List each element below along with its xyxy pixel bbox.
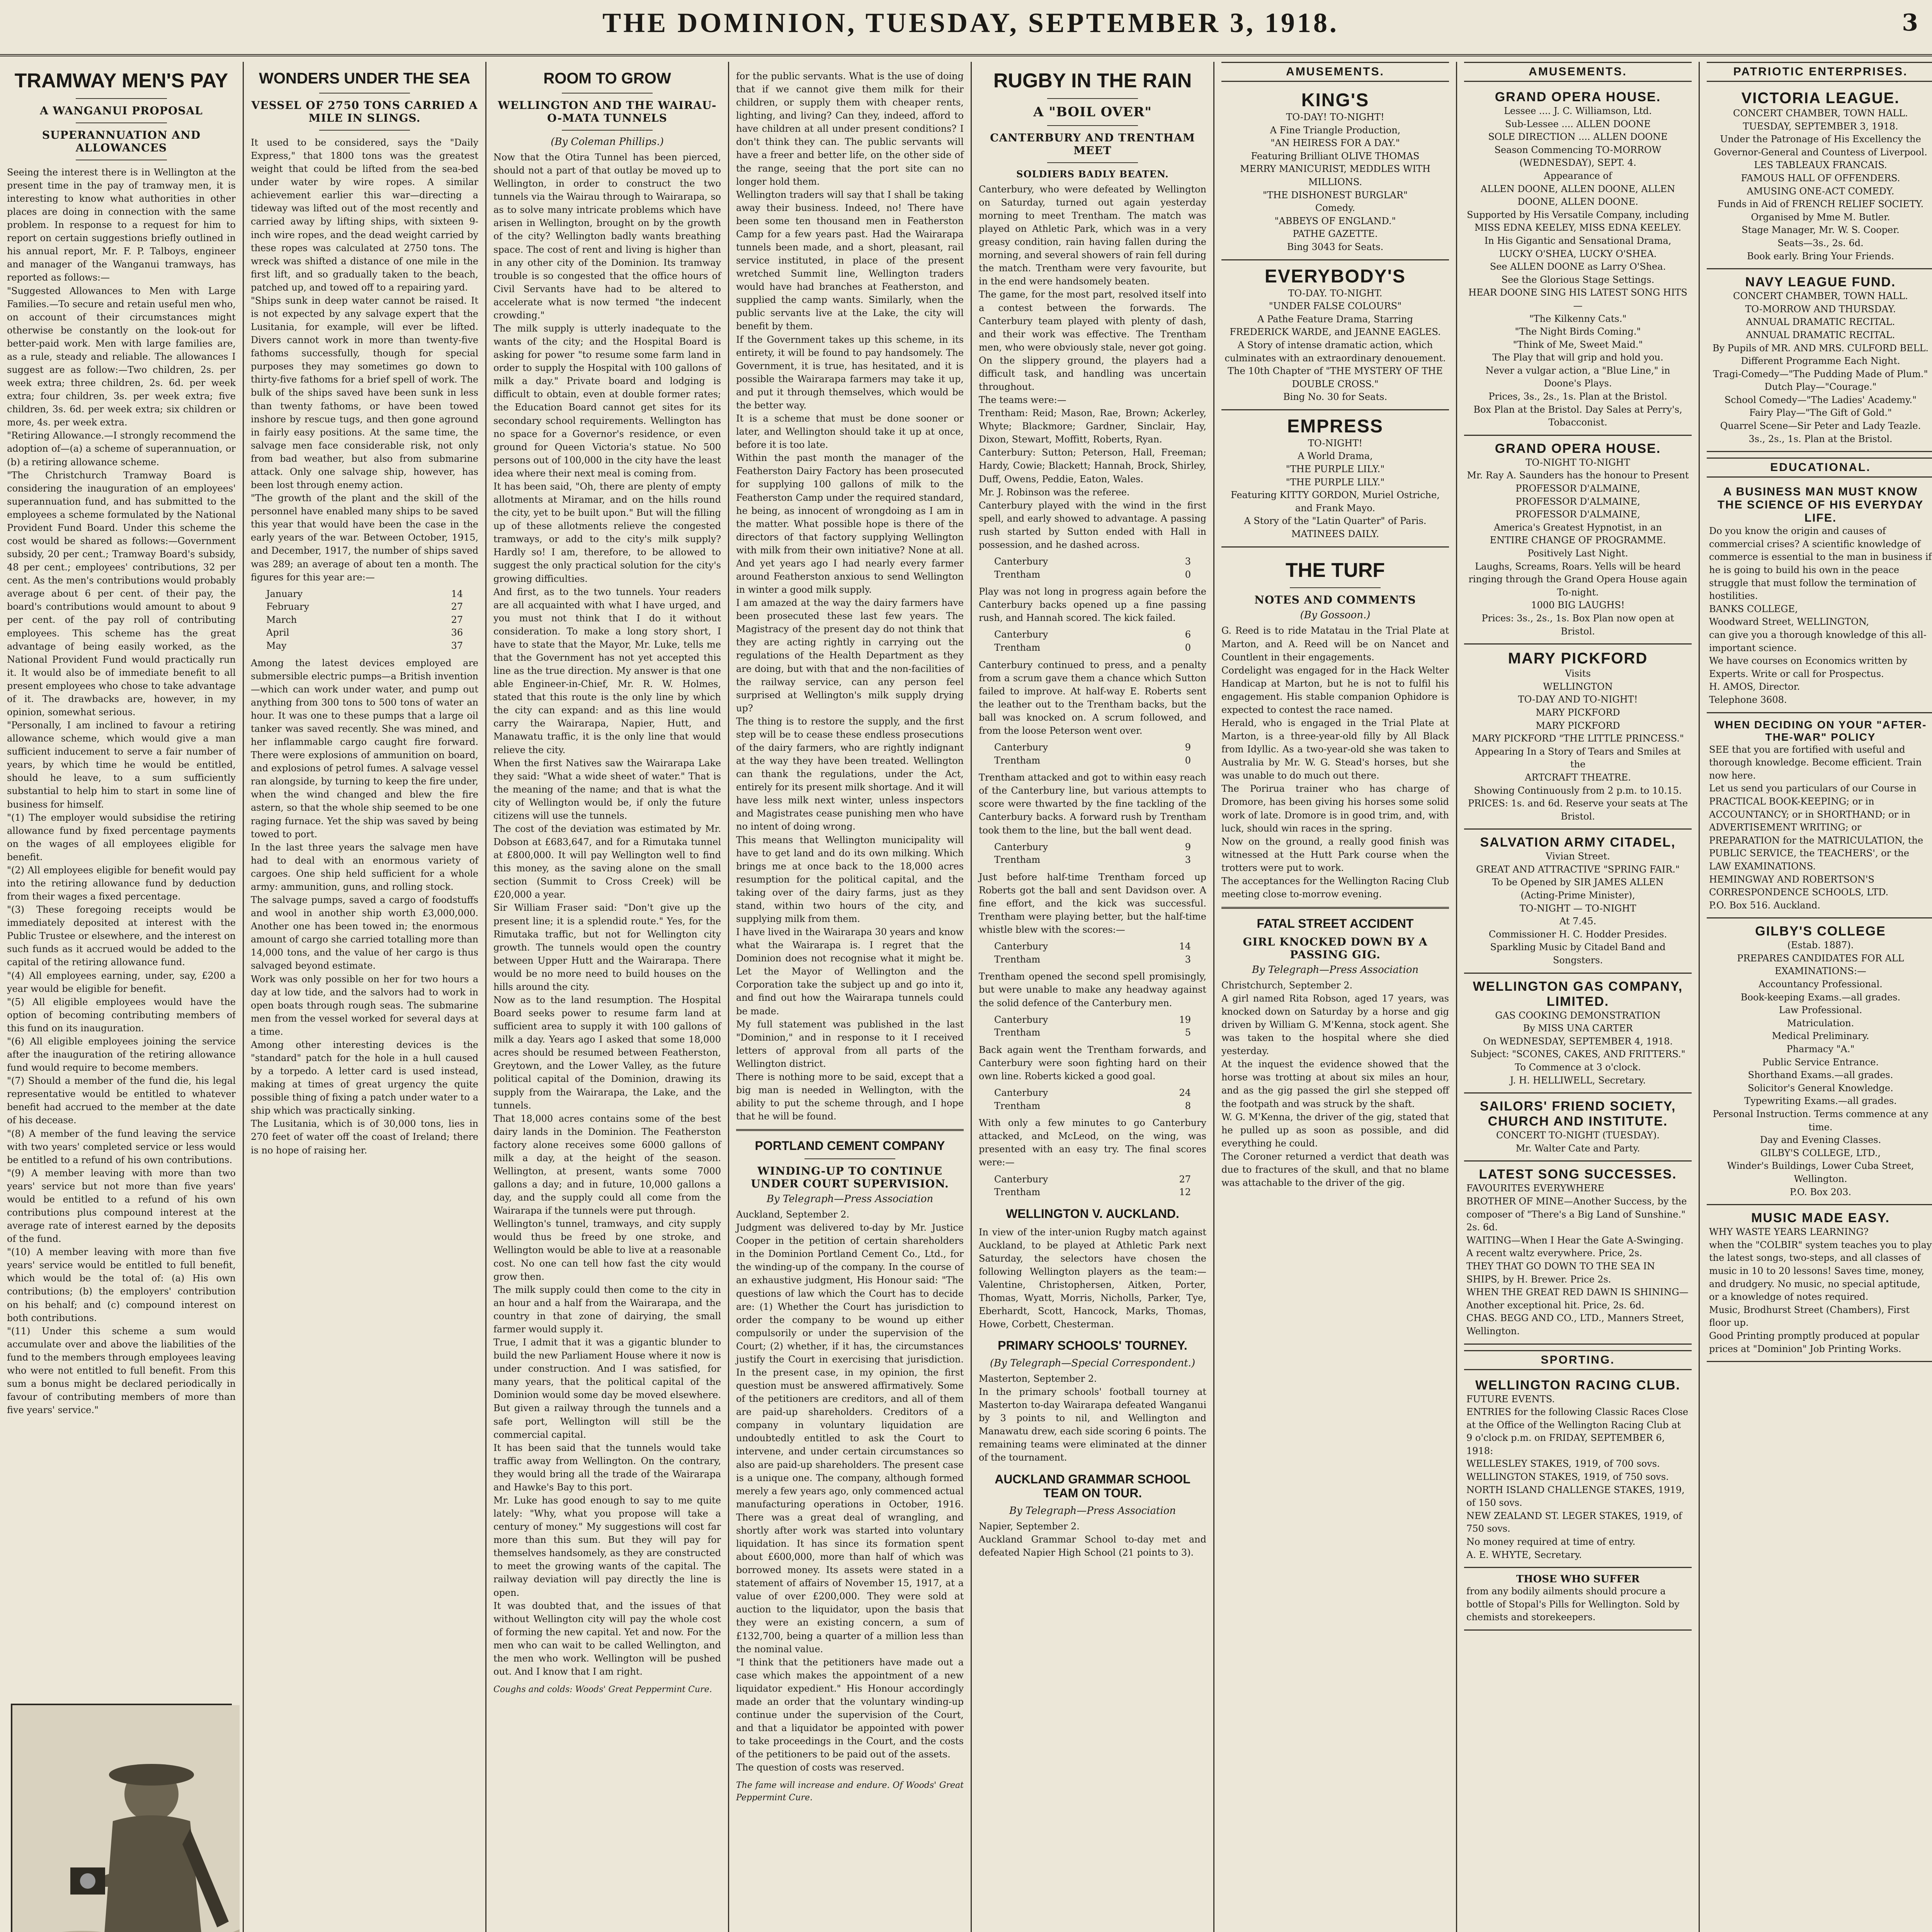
divider	[319, 93, 410, 94]
column-7	[1456, 62, 1699, 1932]
article-body: Canterbury, who were defeated by Wellington on Saturday, turned out again yesterday morning to meet Trentham. The match was played on Athletic Park, which was in a very greasy condition, rain having fallen during the morning, and several showers of rain fell during the match. Trentham were very favourite, but in the end were handsomely beaten. The game, for the most part, resolved itself into a contest between the forwards. The Canterbury team played with plenty of dash, and their work was effective. The Trentham men, who were obviously stale, never got going. On the slippery ground, the players had a difficult task, and handling was uncertain throughout. The teams were:— Trentham: Reid; Mason, Rae, Brown; Ackerley, Whyte; Blackmore; Gardner, Sinclair, Hay, Dixon, Stewart, Moffitt, Roberts, Ryan. Canterbury: Sutton; Peterson, Hall, Freeman; Hardy, Cowie; Blackett; Hannah, Brock, Shirley, Duff, Owens, Peddie, Eaton, Wales. Mr. J. Robinson was the referee. Canterbury played with the wind in the first spell, and early showed to advantage. A passing rush started by Sutton ended with Hall in possession, and he dashed across.	[979, 184, 1206, 550]
article-body: With only a few minutes to go Canterbury attacked, and McLeod, on the wing, was presented with an easy try. The final scores were:—	[979, 1117, 1206, 1168]
table-row: Canterbury 19	[994, 1014, 1191, 1025]
table-row: Trentham 0	[994, 755, 1191, 766]
article-subhead: A "BOIL OVER"	[1033, 104, 1152, 120]
score-box	[994, 628, 1191, 654]
table-row: Canterbury 9	[994, 841, 1191, 852]
table-row: Trentham 5	[994, 1027, 1191, 1038]
gilbys-college-ad: GILBY'S COLLEGE (Estab. 1887). PREPARES CANDIDATES FOR ALL EXAMINATIONS:— Accountancy Professional. Book-keeping Exams.—all grades. Law Professional. Matriculation. Medical Preliminary. Pharmacy "A." Public Service Entrance. Shorthand Exams.—all grades. Solicitor's General Knowledge. Typewriting Exams.—all grades. Personal Instruction. Terms commence at any time. Day and Evening Classes. GILBY'S COLLEGE, LTD., Winder's Buildings, Lower Cuba Street, Wellington. P.O. Box 203.	[1707, 918, 1932, 1205]
table-row: January 14	[266, 588, 463, 599]
article-body-continued: Among the latest devices employed are submersible electric pumps—a British invention—which can work under water, and pump out anything from 300 tons to 500 tons of water an hour. It was one to these pumps that a large oil tanker was saved recently. She was mined, and her inflammable cargo caught fire forward. There were explosions of ammunition on board, and explosions of petrol fumes. A salvage vessel ran alongside, by turning to keep the fire under, when the wind changed and blew the fire astern, so that the whole ship seemed to be one raging furnace. Yet the ship was saved by being towed to port. In the last three years the salvage men have had to deal with an enormous variety of cargoes. One ship held sufficient for a whole army: ammunition, guns, and rolling stock. The salvage pumps, saved a cargo of foodstuffs and wool in another ship worth £3,000,000. Another one has been towed in; the enormous amount of cargo she carried totalling more than 14,000 tons, and the value of her cargo is thus salvaged beyond estimate. Work was only possible on her for two hours a day at low tide, and the salvors had to work in open boats through rough seas. The submarine men from the vessel worked for several days at a time. Among other interesting devices is the "standard" patch for the hole in a hull caused by a torpedo. A letter card is used instead, making at times of great urgency the quite possible thing of fixing a patch under water to a ship which was practically sinking. The Lusitania, which is of 30,000 tons, lies in 270 feet of water off the coast of Ireland; there is no hope of raising her.	[251, 657, 478, 1156]
table-row: Trentham 0	[994, 569, 1191, 580]
article-byline: (By Coleman Phillips.)	[551, 136, 664, 148]
article-byline: By Telegraph—Press Association	[1009, 1505, 1176, 1517]
salvage-table	[266, 588, 463, 653]
article-subhead: WINDING-UP TO CONTINUE UNDER COURT SUPERVISION.	[751, 1165, 949, 1190]
section-heading: AMUSEMENTS.	[1464, 62, 1692, 82]
article-headline: PORTLAND CEMENT COMPANY	[755, 1139, 945, 1153]
divider	[1290, 587, 1381, 588]
article-subhead: CANTERBURY AND TRENTHAM MEET	[990, 131, 1195, 157]
correspondence-school-ad: WHEN DECIDING ON YOUR "AFTER-THE-WAR" POLICY SEE that you are fortified with useful and thorough knowledge. Become efficient. Train now here. Let us send you particulars of our Course in PRACTICAL BOOK-KEEPING; or in ACCOUNTANCY; or in SHORTHAND; or in ADVERTISEMENT WRITING; or PREPARATION for the MATRICULATION, the PUBLIC SERVICE, the TEACHERS', or the LAW EXAMINATIONS. HEMINGWAY AND ROBERTSON'S CORRESPONDENCE SCHOOLS, LTD. P.O. Box 516. Auckland.	[1707, 713, 1932, 919]
divider	[76, 122, 167, 123]
navy-league-ad: NAVY LEAGUE FUND. CONCERT CHAMBER, TOWN HALL. TO-MORROW AND THURSDAY. ANNUAL DRAMATIC RECITAL. ANNUAL DRAMATIC RECITAL. By Pupils of MR. AND MRS. CULFORD BELL. Different Programme Each Night. Tragi-Comedy—"The Pudding Made of Plum." Dutch Play—"Courage." School Comedy—"The Ladies' Academy." Fairy Play—"The Gift of Gold." Quarrel Scene—Sir Peter and Lady Teazle. 3s., 2s., 1s. Plan at the Bristol.	[1707, 269, 1932, 452]
divider	[319, 130, 410, 131]
masthead-title: THE DOMINION, TUESDAY, SEPTEMBER 3, 1918.	[602, 7, 1339, 38]
divider	[562, 93, 653, 94]
table-row: Canterbury 14	[994, 941, 1191, 952]
score-box	[994, 1087, 1191, 1112]
soldier-illustration	[12, 1705, 240, 1932]
table-row: Canterbury 9	[994, 742, 1191, 753]
article-body: Trentham opened the second spell promisingly, but were unable to make any headway against the solid defence of the Canterbury men.	[979, 971, 1206, 1009]
article-body: It used to be considered, says the "Daily Express," that 1800 tons was the greatest weight that could be lifted from the sea-bed under water by wire ropes. A similar achievement earlier this war—directing a tideway was lifted out of the most recently and carried away by lifting ships, with sixteen 9-inch wire ropes, and the dead weight carried by these ropes was calculated at 2750 tons. The wreck was shifted a distance of one mile in the first lift, and so gradually taken to the beach, patched up, and towed off to a repairing yard. "Ships sunk in deep water cannot be raised. It is not expected by any salvage expert that the Lusitania, for example, will ever be lifted. Divers cannot work in more than twenty-five fathoms successfully, though for special purposes they may sometimes go down to thirty-five fathoms for a brief spell of work. The bulk of the ships saved have been sunk in less than twenty fathoms, or have been towed inshore by rescue tugs, and then gone aground in fairly easy positions. At the same time, the salvage men face considerable risk, not only from bad weather, but also from submarine attack. Only one salvage ship, however, has been lost through enemy action. "The growth of the plant and the skill of the personnel have enabled many ships to be saved this year that would have been the case in the early years of the war. Between October, 1915, and December, 1917, the number of ships saved was 289; an average of about ten a month. The figures for this year are:—	[251, 137, 478, 583]
article-body: Seeing the interest there is in Wellington at the present time in the pay of tramway men, it is interesting to know what authorities in other places are doing in connection with the same problem. In response to a request for him to report on certain suggestions briefly outlined in his annual report, Mr. F. P. Talboys, engineer and manager of the Wanganui tramways, has reported as follows:— "Suggested Allowances to Men with Large Families.—To secure and retain useful men who, on account of their circumstances might otherwise be constantly on the look-out for better-paid work. Men with large families are, as a rule, steady and reliable. The allowances I suggest are as follow:—Two children, 2s. per week extra; three children, 2s. 6d. per week extra; four children, 3s. per week extra; five children, 3s. 6d. per week extra; six children or more, 4s. per week extra. "Retiring Allowance.—I strongly recommend the adoption of—(a) a scheme of superannuation, or (b) a retiring allowance scheme. "The Christchurch Tramway Board is considering the inauguration of an employees' superannuation fund, and has submitted to the employees a scheme formulated by the National Provident Fund Board. Under this scheme the cost would be shared as follows:—Government subsidy, 20 per cent.; Tramway Board's subsidy, 48 per cent.; employees' contributions, 32 per cent. As the men's contributions would probably average about 6 per cent. of their pay, the board's contributions would amount to about 9 per cent. of the pay roll of contributing employees. This scheme has the great advantage of being easily worked, as the National Provident Fund would practically run it. It would also be of immediate benefit to all present employees who chose to take advantage of it. The drawbacks are, however, in my opinion, somewhat serious. "Personally, I am inclined to favour a retiring allowance scheme, which would give a man sufficient inducement to serve a fair number of years, by which time he would be entitled, should he leave, to a sum sufficiently substantial to help him to start in some line of business for himself. "(1) The employer would subsidise the retiring allowance fund by fixed percentage payments on the wages of all employees eligible for benefit. "(2) All employees eligible for benefit would pay into the retiring allowance fund by deduction from their wages a fixed percentage. "(3) These foregoing receipts would be immediately deposited at interest with the Public Trustee or elsewhere, and the interest on such funds as it accrued would be added to the capital of the retiring allowance fund. "(4) All employees earning, under, say, £200 a year would be eligible for benefit. "(5) All eligible employees would have the option of becoming contributing members of this fund on its inauguration. "(6) All eligible employees joining the service after the inauguration of the retiring allowance fund would require to become members. "(7) Should a member of the fund die, his legal representative would be entitled to whatever benefit had accrued to the member at the date of his decease. "(8) A member of the fund leaving the service with two years' completed service or less would be entitled to a refund of his own contributions. "(9) A member leaving with more than two years' service but not more than five years' would be entitled to a refund of his own contributions plus compound interest at the average rate of interest earned by the deposits of the fund. "(10) A member leaving with more than five years' service would be entitled to full benefit, which would be the total of: (a) His own contributions; (b) the employers' contribution on his behalf; and (c) compound interest on both contributions. "(11) Under this scheme a sum would accumulate over and above the liabilities of the fund to the members through employees leaving who were not entitled to full benefit. From this sum a bonus might be declared periodically in favour of contributing members of more than five years' service."	[7, 167, 236, 1416]
section-heading: PATRIOTIC ENTERPRISES.	[1707, 62, 1932, 82]
article-body: for the public servants. What is the use of doing that if we cannot give them milk for their children, or supply them with cheaper rents, lighting, and living? Can they, indeed, afford to have children at all under present conditions? I don't think they can. The public servants will have a freer and better life, on the other side of the range, seeing that the port site can no longer hold them. Wellington traders will say that I shall be taking away their business. Indeed, no! There have been some ten thousand men in Featherston Camp for a few years past. Had the Wairarapa tunnels been made, and a short, pleasant, rail service instituted, in place of the present wretched Summit line, Wellington traders would have had branches at Featherston, and supplied the camp wants. Similarly, when the public servants live at the Lake, the city will benefit by them. If the Government takes up this scheme, in its entirety, it will be found to pay handsomely. The Government, it is true, has hesitated, and it is possible the Wairarapa farmers may take it up, and put it through themselves, which would be the better way. It is a scheme that must be done sooner or later, and Wellington should take it up at once, before it is too late. Within the past month the manager of the Featherston Dairy Factory has been prosecuted for supplying 100 gallons of milk to the Featherston Camp under the required standard, he being, as innocent of wrongdoing as I am in the matter. What possible hope is there of the directors of that factory supplying Wellington with milk from their own initiative? None at all. And yet years ago I had nearly every farmer around Featherston anxious to send Wellington in winter a good milk supply. I am amazed at the way the dairy farmers have been prosecuted these last few years. The Magistracy of the present day do not think that they are acting rightly in carrying out the regulations of the Health Department as they are doing, but with that and the non-facilities of the railway service, can any person feel surprised at Wellington's milk supply drying up? The thing is to restore the supply, and the first step will be to cease these endless prosecutions of the dairy farmers, who are rightly indignant at the way they have been treated. Wellington can thank the regulations, under the Act, entirely for its present milk shortage. And it will have less milk next winter, unless inspectors and Magistrates cease punishing men who have no intent of doing wrong. This means that Wellington municipality will have to get land and do its own milking. Which brings me at once back to the 18,000 acres resumption for the political capital, and the taking over of the dairy farms, just as they stand, within two hours of the city, and supplying milk from them. I have lived in the Wairarapa 30 years and know what the Wairarapa is. I regret that the Dominion does not recognise what it might be. Let the Mayor of Wellington and the Corporation take the subject up and go into it, and find out how the Wairarapa tunnels could be made. My full statement was published in the last "Dominion," and in response to it I received letters of approval from all parts of the Wellington district. There is nothing more to be said, except that a big man is needed in Wellington, with the ability to put the scheme through, and I hope that he will be found.	[736, 71, 964, 1122]
gas-company-ad: WELLINGTON GAS COMPANY, LIMITED. GAS COOKING DEMONSTRATION By MISS UNA CARTER On WEDNESDAY, SEPTEMBER 4, 1918. Subject: "SCONES, CAKES, AND FRITTERS." To Commence at 3 o'clock. J. H. HELLIWELL, Secretary.	[1464, 974, 1692, 1094]
sailors-friend-society-ad: SAILORS' FRIEND SOCIETY, CHURCH AND INSTITUTE. CONCERT TO-NIGHT (TUESDAY). Mr. Walter Cate and Party.	[1464, 1094, 1692, 1162]
table-row: Canterbury 24	[994, 1087, 1191, 1099]
article-body: Play was not long in progress again before the Canterbury backs opened up a fine passing rush, and Hannah scored. The kick failed.	[979, 586, 1206, 624]
article-body: Auckland, September 2. Judgment was delivered to-day by Mr. Justice Cooper in the petition of certain shareholders in the Dominion Portland Cement Co., Ltd., for the winding-up of the company. In the course of an exhaustive judgment, His Honour said: "The questions of law which the Court has to decide are: (1) Whether the Court has jurisdiction to order the company to be wound up either compulsorily or under the supervision of the Court; (2) whether, if it has, the circumstances justify the Court in exercising that jurisdiction. In the present case, in my opinion, the first question must be answered affirmatively. Some of the petitioners are creditors, and all of them are paid-up shareholders. Creditors of a company in voluntary liquidation are undoubtedly entitled to ask the Court to intervene, and under certain circumstances so also are paid-up shareholders. The present case is a unique one. The company, although formed merely a few years ago, only commenced actual manufacturing operations in October, 1916. There was a great deal of wrangling, and shortly after work was started into voluntary liquidation. It has since its formation spent about £600,000, more than half of which was borrowed money. Its assets were stated in a statement of affairs of November 15, 1917, at a value of over £200,000. They were sold at auction to the liquidator, upon the basis that they were an existing concern, a sum of £132,700, being a quarter of a million less than the nominal value. "I think that the petitioners have made out a case which makes the appointment of a new liquidator expedient." His Honour accordingly made an order that the voluntary winding-up continue under the supervision of the Court, and that a liquidator be appointed with power to take proceedings in the Court, and the costs of the petitioners to be paid out of the assets. The question of costs was reserved.	[736, 1209, 964, 1773]
section-headline: THE TURF	[1285, 559, 1385, 582]
column-4	[728, 62, 971, 1932]
article-subhead: SOLDIERS BADLY BEATEN.	[1016, 168, 1169, 180]
article-body: Trentham attacked and got to within easy reach of the Canterbury line, but various attempts to score were thwarted by the fine tackling of the Canterbury backs. A forward rush by Trentham took them to the line, but the ball went dead.	[979, 772, 1206, 836]
kodak-advertisement	[11, 1704, 232, 1932]
column-3	[485, 62, 728, 1932]
table-row: February 27	[266, 601, 463, 612]
article-subhead: GIRL KNOCKED DOWN BY A PASSING GIG.	[1243, 935, 1428, 961]
article-body: Now that the Otira Tunnel has been pierced, should not a part of that outlay be moved up to Wellington, in order to construct the two tunnels via the Wairau through to Wairarapa, so as to solve many intricate problems which have arisen in Wellington, brought on by the growth of the city? Wellington badly wants breathing space. The cost of rent and living is higher than in any other city of the Dominion. Its tramway trouble is so congested that the office hours of Civil Servants have had to be altered to accelerate what is now termed "the indecent crowding." The milk supply is utterly inadequate to the wants of the city; and the Hospital Board is asking for power "to resume some farm land in order to supply the Hospital with 100 gallons of milk a day." Private board and lodging is difficult to obtain, even at double former rates; the Education Board cannot get sites for its secondary school requirements. Wellington has no space for a Governor's residence, or even ground for Queen Victoria's statue. No 500 persons out of 100,000 in the city have the least idea where their next meal is coming from. It has been said, "Oh, there are plenty of empty allotments at Miramar, and on the hills round the city, yet to be built upon." But will the filling up of these allotments relieve the congested tramways, or add to the city's milk supply? Hardly so! I am, therefore, to be allowed to suggest the only practical solution for the city's growing difficulties. And first, as to the two tunnels. Your readers are all acquainted with what I have urged, and you must not think that I do it without consideration. To make a long story short, I have to state that the Mayor, Mr. Luke, tells me that the Government has not yet accepted this line as the true direction. My answer is that one able Engineer-in-Chief, Mr. R. W. Holmes, stated that this route is the only line by which the city can expand: and as this line would carry the Wairarapa, Napier, Hutt, and Manawatu traffic, it is the only line that would relieve the city. When the first Natives saw the Wairarapa Lake they said: "What a wide sheet of water." That is the meaning of the name; and that is what the city of Wellington would be, if only the future citizens will use the tunnels. The cost of the deviation was estimated by Mr. Dobson at £683,647, and for a Rimutaka tunnel at £800,000. It will pay Wellington well to find this money, as the saving alone on the small section (Summit to Cross Creek) will be £20,000 a year. Sir William Fraser said: "Don't give up the present line; it is a splendid route." Yes, for the Rimutaka traffic, but not for Wellington city growth. The tunnels would open the country between Upper Hutt and the Wairarapa. There would be no more need to build houses on the hills around the city. Now as to the land resumption. The Hospital Board seeks power to resume farm land at sufficient area to supply it with 100 gallons of milk a day. Years ago I asked that some 18,000 acres should be resumed between Featherston, Greytown, and the Lower Valley, as the future political capital of the Dominion, drawing its supply from the Wairarapa, the Lake, and the tunnels. That 18,000 acres contains some of the best dairy lands in the Dominion. The Featherston factory alone receives some 6000 gallons of milk a day, at the height of the season. Wellington, at present, wants some 7000 gallons a day; and in future, 10,000 gallons a day, and the supply could all come from the Wairarapa if the tunnels were put through. Wellington's tunnel, tramways, and city supply would thus be freed by one stroke, and Wellington would be able to live at a reasonable cost. No one can tell how fast the city would grow then. The milk supply could then come to the city in an hour and a half from the Wairarapa, and the country in that zone of dairying, the small farmer would supply it. True, I admit that it was a gigantic blunder to build the new Parliament House where it now is under construction. And I was satisfied, for many years, that the political capital of the Dominion would some day be moved elsewhere. But given a railway through the tunnels and a safe port, Wellington will still be the commercial capital. It has been said that the tunnels would take traffic away from Wellington. On the contrary, they would bring all the trade of the Wairarapa and Hawke's Bay to this port. Mr. Luke has good enough to say to me quite lately: "Why, what you propose will take a century of money." My suggestions will cost far more than this sum. But they will pay for themselves handsomely, as they are constructed to meet the growing wants of the capital. The railway deviation will pay directly the line is open. It was doubted that, and the issues of that without Wellington city will pay the whole cost of forming the new capital. Yet and now. For the men who can wait to be called Wellington, and the men who work. Wellington will be pushed out. And I know that I am right.	[493, 152, 721, 1677]
article-body: Masterton, September 2. In the primary schools' football tourney at Masterton to-day Wairarapa defeated Wanganui by 3 points to nil, and Wellington and Manawatu drew, each side scoring 6 points. The remaining teams were eliminated at the dinner of the tournament.	[979, 1373, 1206, 1463]
article-subhead: SUPERANNUATION AND ALLOWANCES	[42, 128, 201, 154]
article-headline: FATAL STREET ACCIDENT	[1257, 917, 1414, 931]
table-row: Trentham 8	[994, 1100, 1191, 1111]
article-byline: By Telegraph—Press Association	[766, 1193, 934, 1205]
divider	[1221, 907, 1449, 909]
divider	[1047, 162, 1138, 163]
article-byline: (By Gossoon.)	[1300, 609, 1371, 621]
table-row: May 37	[266, 640, 463, 651]
table-row: Trentham 0	[994, 642, 1191, 653]
column-1	[0, 62, 243, 1932]
divider	[1047, 125, 1138, 126]
masthead	[0, 0, 1932, 56]
page-number: 3	[1902, 9, 1918, 36]
table-row: April 36	[266, 627, 463, 638]
section-heading: SPORTING.	[1464, 1350, 1692, 1370]
section-heading: EDUCATIONAL.	[1707, 457, 1932, 478]
kings-theatre-ad: KING'S TO-DAY! TO-NIGHT! A Fine Triangle Production, "AN HEIRESS FOR A DAY." Featuring Brilliant OLIVE THOMAS MERRY MANICURIST, MEDDLES WITH MILLIONS. "THE DISHONEST BURGLAR" Comedy. "ABBEYS OF ENGLAND." PATHE GAZETTE. Bing 3043 for Seats.	[1221, 84, 1449, 260]
article-headline: TRAMWAY MEN'S PAY	[14, 70, 228, 92]
divider	[736, 1129, 964, 1131]
classified-notice: THOSE WHO SUFFER from any bodily ailments should procure a bottle of Stopal's Pills for Wellington. Sold by chemists and storekeepers.	[1464, 1568, 1692, 1631]
article-headline: RUGBY IN THE RAIN	[993, 70, 1192, 92]
article-subhead: A WANGANUI PROPOSAL	[40, 104, 203, 117]
song-successes-ad: LATEST SONG SUCCESSES. FAVOURITES EVERYWHERE BROTHER OF MINE—Another Success, by the composer of "There's a Big Land of Sunshine." 2s. 6d. WAITING—When I Hear the Gate A-Swinging. A recent waltz everywhere. Price, 2s. THEY THAT GO DOWN TO THE SEA IN SHIPS, by H. Brewer. Price 2s. WHEN THE GREAT RED DAWN IS SHINING—Another exceptional hit. Price, 2s. 6d. CHAS. BEGG AND CO., LTD., Manners Street, Wellington.	[1464, 1162, 1692, 1344]
score-box	[994, 940, 1191, 966]
score-box	[994, 1173, 1191, 1199]
table-row: Canterbury 3	[994, 556, 1191, 567]
article-byline: By Telegraph—Press Association	[1252, 964, 1419, 976]
banks-college-ad: A BUSINESS MAN MUST KNOW THE SCIENCE OF HIS EVERYDAY LIFE. Do you know the origin and causes of commercial crises? A scientific knowledge of commerce is essential to the man in business if he is going to build his own in the peace struggle that must follow the termination of hostilities. BANKS COLLEGE, Woodward Street, WELLINGTON, can give you a thorough knowledge of this all-important science. We have courses on Economics written by Experts. Write or call for Prospectus. H. AMOS, Director. Telephone 3608.	[1707, 480, 1932, 713]
article-subhead: WELLINGTON AND THE WAIRAU-O-MATA TUNNELS	[498, 99, 717, 124]
column-footer: Coughs and colds: Woods' Great Peppermint Cure.	[493, 1685, 712, 1695]
column-8	[1699, 62, 1932, 1932]
article-headline: PRIMARY SCHOOLS' TOURNEY.	[998, 1338, 1187, 1353]
column-5	[971, 62, 1213, 1932]
divider	[1047, 98, 1138, 99]
table-row: Trentham 12	[994, 1187, 1191, 1198]
score-box	[994, 741, 1191, 767]
article-headline: ROOM TO GROW	[543, 70, 671, 87]
table-row: March 27	[266, 614, 463, 625]
section-heading: AMUSEMENTS.	[1221, 62, 1449, 82]
mary-pickford-ad: MARY PICKFORD Visits WELLINGTON TO-DAY AND TO-NIGHT! MARY PICKFORD MARY PICKFORD MARY PICKFORD "THE LITTLE PRINCESS." Appearing In a Story of Tears and Smiles at the ARTCRAFT THEATRE. Showing Continuously from 2 p.m. to 10.15. PRICES: 1s. and 6d. Reserve your seats at The Bristol.	[1464, 645, 1692, 830]
column-2	[243, 62, 485, 1932]
table-row: Canterbury 6	[994, 629, 1191, 640]
article-subhead: NOTES AND COMMENTS	[1254, 594, 1416, 607]
table-row: Canterbury 27	[994, 1173, 1191, 1185]
divider	[804, 1158, 896, 1159]
article-subhead: VESSEL OF 2750 TONS CARRIED A MILE IN SLINGS.	[251, 99, 478, 124]
score-box	[994, 555, 1191, 581]
article-headline: AUCKLAND GRAMMAR SCHOOL TEAM ON TOUR.	[995, 1472, 1190, 1500]
victoria-league-ad: VICTORIA LEAGUE. CONCERT CHAMBER, TOWN HALL. TUESDAY, SEPTEMBER 3, 1918. Under the Patronage of His Excellency the Governor-General and Countess of Liverpool. LES TABLEAUX FRANCAIS. FAMOUS HALL OF OFFENDERS. AMUSING ONE-ACT COMEDY. Funds in Aid of FRENCH RELIEF SOCIETY. Organised by Mme M. Butler. Stage Manager, Mr. W. S. Cooper. Seats—3s., 2s. 6d. Book early. Bring Your Friends.	[1707, 84, 1932, 269]
salvation-army-ad: SALVATION ARMY CITADEL, Vivian Street. GREAT AND ATTRACTIVE "SPRING FAIR." To be Opened by SIR JAMES ALLEN (Acting-Prime Minister), TO-NIGHT — TO-NIGHT At 7.45. Commissioner H. C. Hodder Presides. Sparkling Music by Citadel Band and Songsters.	[1464, 830, 1692, 973]
score-box	[994, 1014, 1191, 1039]
grand-opera-house-ad: GRAND OPERA HOUSE. Lessee .... J. C. Williamson, Ltd. Sub-Lessee .... ALLEN DOONE SOLE DIRECTION .... ALLEN DOONE Season Commencing TO-MORROW (WEDNESDAY), SEPT. 4. Appearance of ALLEN DOONE, ALLEN DOONE, ALLEN DOONE, ALLEN DOONE. Supported by His Versatile Company, including MISS EDNA KEELEY, MISS EDNA KEELEY. In His Gigantic and Sensational Drama, LUCKY O'SHEA, LUCKY O'SHEA. See ALLEN DOONE as Larry O'Shea. See the Glorious Stage Settings. HEAR DOONE SING HIS LATEST SONG HITS— "The Kilkenny Cats." "The Night Birds Coming." "Think of Me, Sweet Maid." The Play that will grip and hold you. Never a vulgar action, a "Blue Line," in Doone's Plays. Prices, 3s., 2s., 1s. Plan at the Bristol. Box Plan at the Bristol. Day Sales at Perry's, Tobacconist.	[1464, 84, 1692, 436]
racing-club-ad: WELLINGTON RACING CLUB. FUTURE EVENTS. ENTRIES for the following Classic Races Close at the Office of the Wellington Racing Club at 9 o'clock p.m. on FRIDAY, SEPTEMBER 6, 1918: WELLESLEY STAKES, 1919, of 700 sovs. WELLINGTON STAKES, 1919, of 750 sovs. NORTH ISLAND CHALLENGE STAKES, 1919, of 150 sovs. NEW ZEALAND ST. LEGER STAKES, 1919, of 750 sovs. No money required at time of entry. A. E. WHYTE, Secretary.	[1464, 1372, 1692, 1568]
article-body: Back again went the Trentham forwards, and Canterbury were soon fighting hard on their own line. Roberts kicked a good goal.	[979, 1044, 1206, 1082]
article-body: Napier, September 2. Auckland Grammar School to-day met and defeated Napier High School (21 points to 3).	[979, 1521, 1206, 1558]
empress-theatre-ad: EMPRESS TO-NIGHT! A World Drama, "THE PURPLE LILY." "THE PURPLE LILY." Featuring KITTY GORDON, Muriel Ostriche, and Frank Mayo. A Story of the "Latin Quarter" of Paris. MATINEES DAILY.	[1221, 410, 1449, 548]
music-made-easy-ad: MUSIC MADE EASY. WHY WASTE YEARS LEARNING? when the "COLBIR" system teaches you to play the latest songs, two-steps, and all classes of music in 10 to 20 lessons! Saves time, money, and drudgery. No music, no special aptitude, or a knowledge of notes required. Music, Brodhurst Street (Chambers), First floor up. Good Printing promptly produced at popular prices at "Dominion" Job Printing Works.	[1707, 1205, 1932, 1362]
score-box	[994, 841, 1191, 867]
article-body: G. Reed is to ride Matatau in the Trial Plate at Marton, and A. Reed will be on Nancet and Countlent in their engagements. Cordelight was engaged for in the Hack Welter Handicap at Marton, but he is not to fulfil his engagement. His stable companion Ophidore is expected to contest the race named. Herald, who is engaged in the Trial Plate at Marton, is a three-year-old filly by All Black from Idyllic. As a two-year-old she was taken to Australia by Mr. W. G. Stead's horses, but she was unable to do much out there. The Porirua trainer who has charge of Dromore, has been giving his horses some solid work of late. Dromore is in good trim, and, with luck, should win races in the spring. Now on the ground, a really good finish was witnessed at the Hutt Park course when the trotters were put to work. The acceptances for the Wellington Racing Club meeting close to-morrow evening.	[1221, 625, 1449, 900]
article-headline: WONDERS UNDER THE SEA	[259, 70, 470, 87]
table-row: Trentham 3	[994, 854, 1191, 866]
article-headline: WELLINGTON V. AUCKLAND.	[1006, 1206, 1179, 1221]
table-row: Trentham 3	[994, 954, 1191, 965]
article-body: In view of the inter-union Rugby match against Auckland, to be played at Athletic Park next Saturday, the selectors have chosen the following Wellington players as the team:—Valentine, Christophersen, Aitken, Porter, Thomas, Wyatt, Morris, Nicholls, Parker, Tye, Eberhardt, Scott, Hancock, Marks, Thomas, Howe, Corbett, Chesterman.	[979, 1226, 1206, 1330]
everybodys-theatre-ad: EVERYBODY'S TO-DAY. TO-NIGHT. "UNDER FALSE COLOURS" A Pathe Feature Drama, Starring FREDERICK WARDE, and JEANNE EAGLES. A Story of intense dramatic action, which culminates with an extraordinary denouement. The 10th Chapter of "THE MYSTERY OF THE DOUBLE CROSS." Bing No. 30 for Seats.	[1221, 260, 1449, 410]
divider	[562, 130, 653, 131]
grand-opera-house-hypnotist-ad: GRAND OPERA HOUSE. TO-NIGHT TO-NIGHT Mr. Ray A. Saunders has the honour to Present PROFESSOR D'ALMAINE, PROFESSOR D'ALMAINE, PROFESSOR D'ALMAINE, America's Greatest Hypnotist, in an ENTIRE CHANGE OF PROGRAMME. Positively Last Night. Laughs, Screams, Roars. Yells will be heard ringing through the Grand Opera House again To-night. 1000 BIG LAUGHS! Prices: 3s., 2s., 1s. Box Plan now open at Bristol.	[1464, 436, 1692, 645]
column-footer: The fame will increase and endure. Of Woods' Great Peppermint Cure.	[736, 1781, 964, 1803]
article-body: Christchurch, September 2. A girl named Rita Robson, aged 17 years, was knocked down on Saturday by a horse and gig driven by William G. M'Kenna, stock agent. She was taken to the hospital where she died yesterday. At the inquest the evidence showed that the horse was trotting at about six miles an hour, and as the gig passed the girl she stepped off the footpath and was struck by the shaft. W. G. M'Kenna, the driver of the gig, stated that he pulled up as soon as possible, and did everything he could. The Coroner returned a verdict that death was due to fractures of the skull, and that no blame was attachable to the driver of the gig.	[1221, 980, 1449, 1189]
article-body: Just before half-time Trentham forced up Roberts got the ball and sent Davidson over. A fine effort, and the kick was successful. Trentham were playing better, but the half-time whistle blew with the scores:—	[979, 871, 1206, 935]
divider	[76, 98, 167, 99]
article-byline: (By Telegraph—Special Correspondent.)	[990, 1357, 1196, 1369]
column-6	[1213, 62, 1456, 1932]
article-body: Canterbury continued to press, and a penalty from a scrum gave them a chance which Sutton failed to improve. At half-way E. Roberts sent the leather out to the Trentham backs, but the ball was knocked on. A scrum followed, and from the loose Peterson went over.	[979, 659, 1206, 736]
